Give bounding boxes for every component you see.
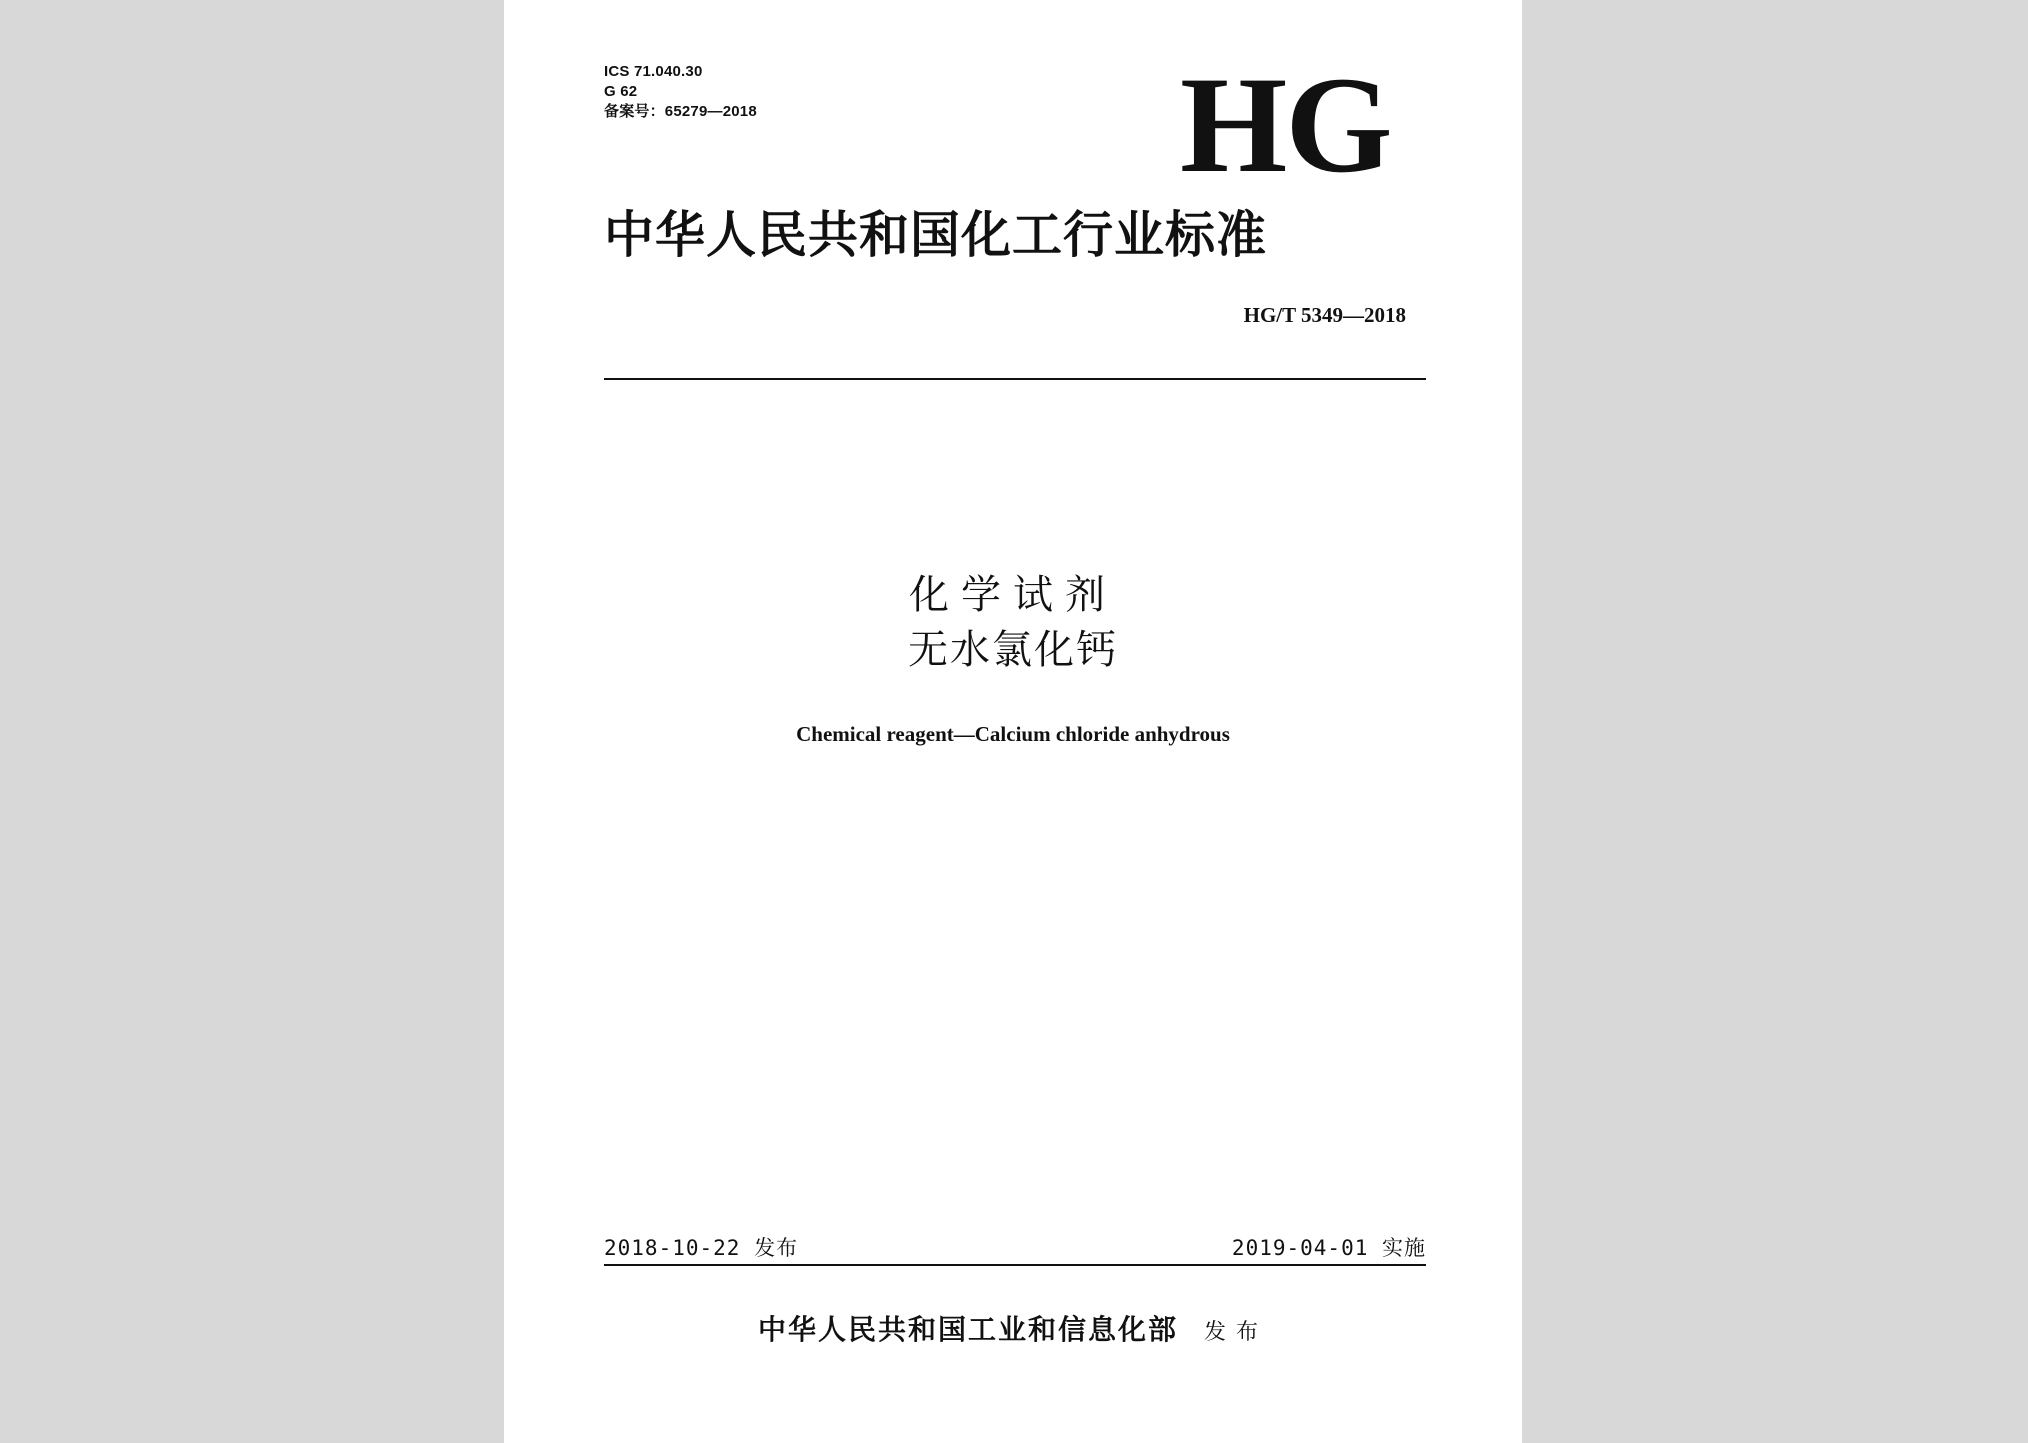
- publisher-action: 发布: [1204, 1320, 1269, 1345]
- document-page: [504, 0, 1522, 1443]
- implementation-date: 2019-04-01 实施: [1231, 1236, 1426, 1260]
- chinese-title-line-1: 化学试剂: [909, 572, 1117, 618]
- record-number: 备案号：65279—2018: [604, 103, 757, 120]
- publisher-organization: 中华人民共和国工业和信息化部: [757, 1313, 1178, 1346]
- issue-date: 2018-10-22 发布: [604, 1236, 799, 1260]
- hg-logo: HG: [1180, 48, 1391, 201]
- bottom-divider: [604, 1264, 1426, 1266]
- english-title: Chemical reagent—Calcium chloride anhydrous: [796, 722, 1230, 746]
- standard-code: HG/T 5349—2018: [1243, 303, 1406, 327]
- chinese-title-line-2: 无水氯化钙: [908, 627, 1118, 673]
- classification-block: [604, 62, 757, 122]
- ccs-code: G 62: [604, 83, 638, 100]
- top-divider: [604, 378, 1426, 380]
- publisher-line: [504, 1310, 1522, 1353]
- standard-category-title: 中华人民共和国化工行业标准: [604, 206, 1267, 264]
- ics-code: ICS 71.040.30: [604, 63, 703, 80]
